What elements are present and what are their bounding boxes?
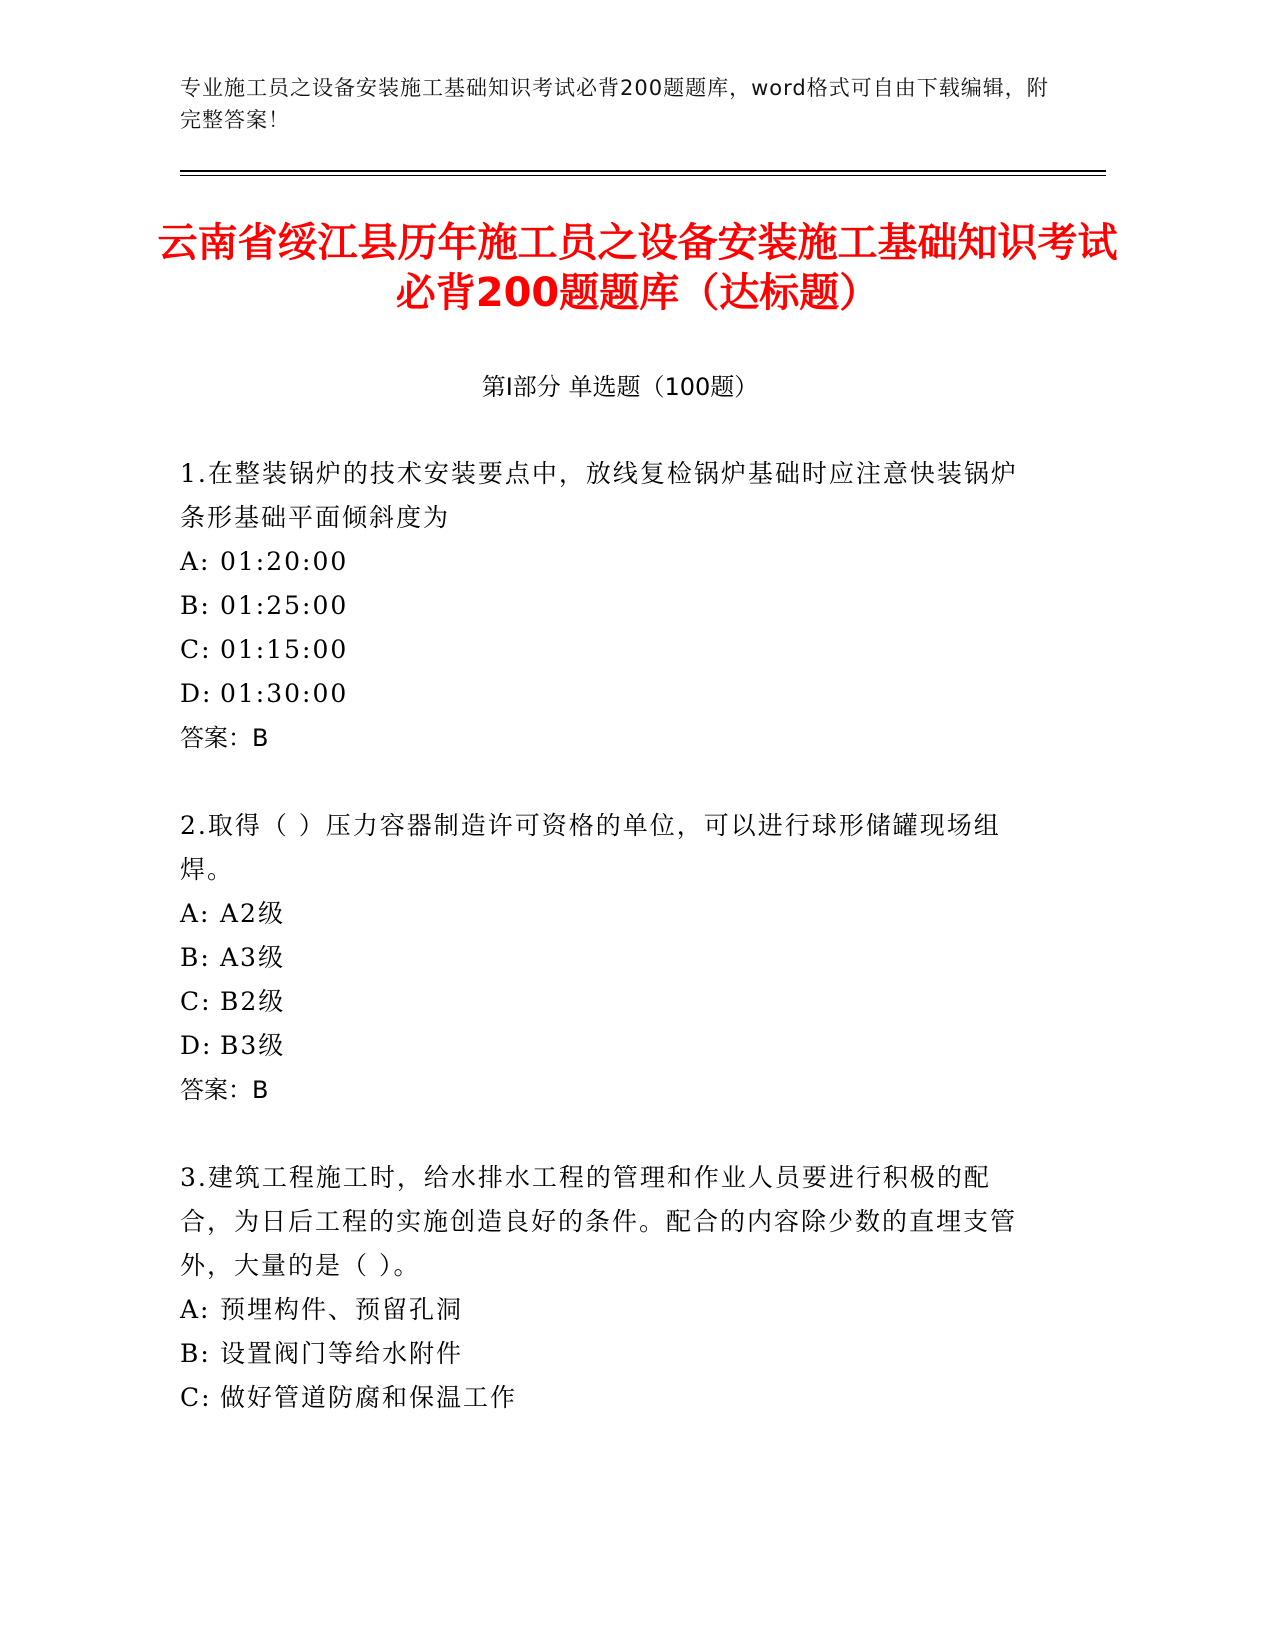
question-1	[180, 452, 1040, 760]
section-title: 第Ⅰ部分 单选题（100题）	[481, 373, 759, 401]
option-key: B:	[180, 1339, 211, 1368]
option-b	[180, 936, 1040, 980]
question-stem: 1.在整装锅炉的技术安装要点中，放线复检锅炉基础时应注意快装锅炉条形基础平面倾斜度为	[180, 459, 1018, 532]
option-key: D:	[180, 1031, 213, 1060]
option-b	[180, 1332, 1040, 1376]
option-key: C:	[180, 635, 212, 664]
option-key: C:	[180, 1383, 212, 1412]
header-divider-thick	[180, 170, 1106, 172]
option-a	[180, 540, 1040, 584]
option-text: 设置阀门等给水附件	[220, 1339, 464, 1368]
question-stem: 3.建筑工程施工时，给水排水工程的管理和作业人员要进行积极的配合，为日后工程的实施创造良好的条件。配合的内容除少数的直埋支管外，大量的是（ ）。	[180, 1163, 1018, 1280]
option-text: B3级	[220, 1031, 286, 1060]
option-text: 预埋构件、预留孔洞	[220, 1295, 464, 1324]
option-key: A:	[180, 1295, 211, 1324]
option-text: 做好管道防腐和保温工作	[220, 1383, 518, 1412]
question-stem: 2.取得（ ）压力容器制造许可资格的单位，可以进行球形储罐现场组焊。	[180, 811, 1001, 884]
question-3	[180, 1156, 1040, 1420]
option-text: B2级	[220, 987, 286, 1016]
option-a	[180, 892, 1040, 936]
option-key: B:	[180, 591, 211, 620]
header-note: 专业施工员之设备安装施工基础知识考试必背200题题库，word格式可自由下载编辑，附完整答案！	[180, 76, 1049, 132]
option-text: 01:25:00	[220, 591, 349, 620]
answer-line: 答案：B	[180, 724, 269, 752]
option-c	[180, 980, 1040, 1024]
answer-line: 答案：B	[180, 1076, 269, 1104]
option-a	[180, 1288, 1040, 1332]
question-list	[180, 452, 1040, 1464]
option-text: A3级	[220, 943, 285, 972]
option-d	[180, 672, 1040, 716]
option-text: A2级	[220, 899, 285, 928]
question-2	[180, 804, 1040, 1112]
option-key: B:	[180, 943, 211, 972]
option-text: 01:20:00	[220, 547, 349, 576]
option-key: D:	[180, 679, 213, 708]
document-title: 云南省绥江县历年施工员之设备安装施工基础知识考试必背200题题库（达标题）	[157, 220, 1118, 316]
option-key: C:	[180, 987, 212, 1016]
option-key: A:	[180, 547, 211, 576]
option-text: 01:30:00	[220, 679, 349, 708]
header-divider-thin	[180, 175, 1106, 176]
option-text: 01:15:00	[220, 635, 349, 664]
option-c	[180, 1376, 1040, 1420]
option-c	[180, 628, 1040, 672]
option-key: A:	[180, 899, 211, 928]
option-b	[180, 584, 1040, 628]
option-d	[180, 1024, 1040, 1068]
